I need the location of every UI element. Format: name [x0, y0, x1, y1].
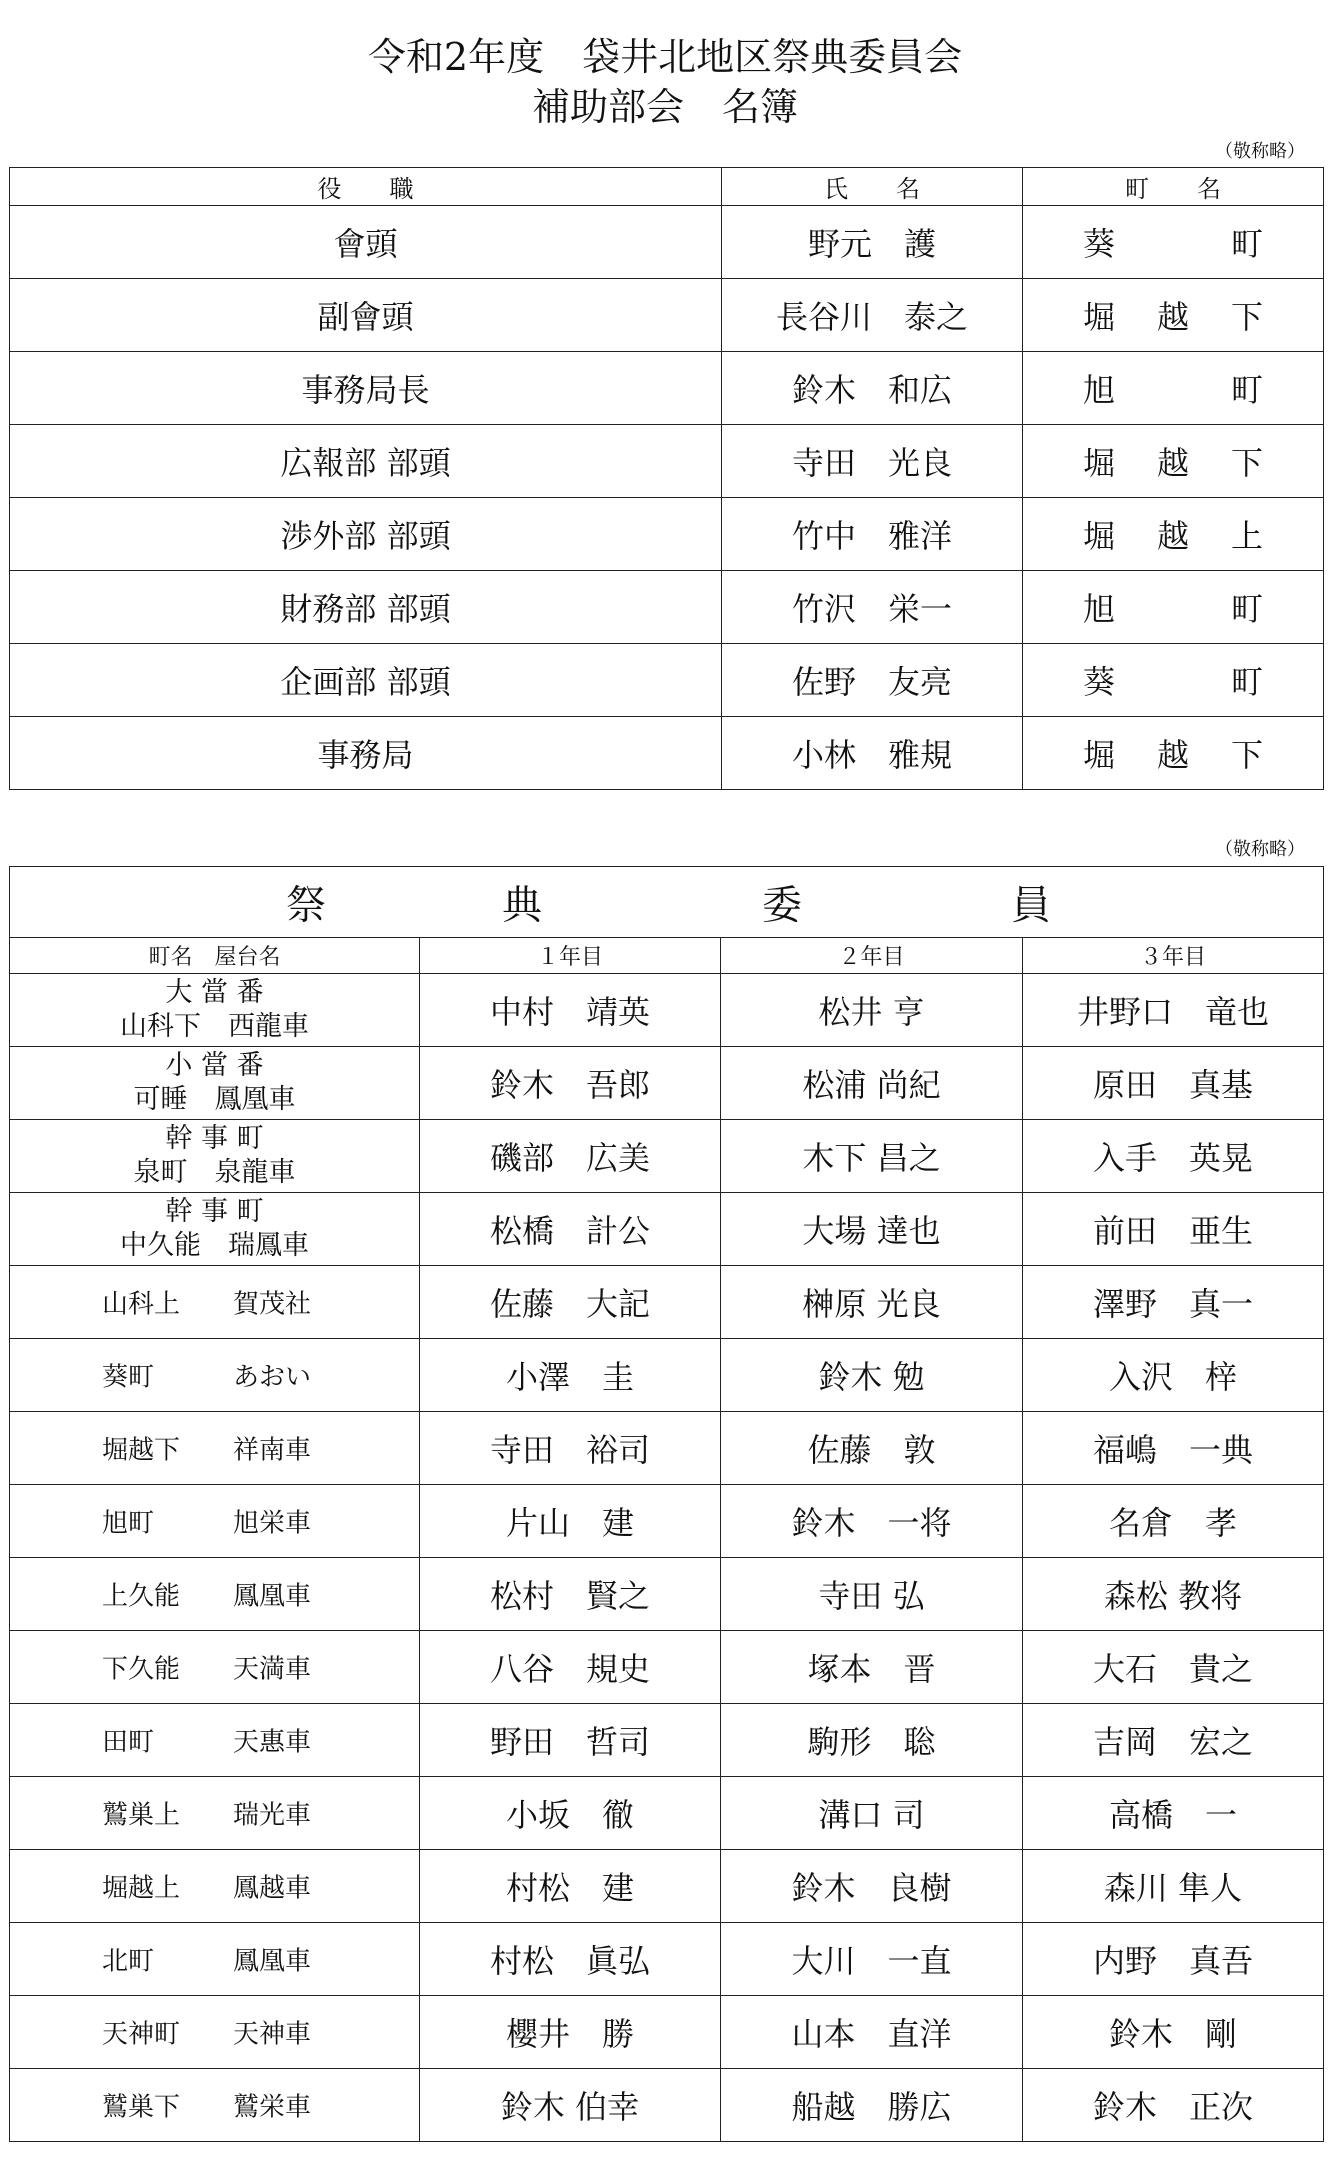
member-year3: 入手 英晃 — [1023, 1120, 1324, 1193]
officer-row — [10, 644, 1324, 717]
officer-town-part: 上 — [1230, 517, 1263, 555]
member-year2: 駒形 聡 — [721, 1704, 1023, 1777]
officer-row — [10, 498, 1324, 571]
member-year3: 井野口 竜也 — [1023, 974, 1324, 1047]
officer-town-part: 下 — [1230, 444, 1263, 482]
officer-role: 渉外部 部頭 — [10, 498, 722, 571]
officer-town — [1023, 571, 1324, 644]
member-year3: 鈴木 剛 — [1023, 1996, 1324, 2069]
officer-town-part: 越 — [1156, 736, 1189, 774]
committee-heading-char: 祭 — [286, 882, 326, 929]
member-year2: 大場 達也 — [721, 1193, 1023, 1266]
committee-location — [10, 1412, 420, 1485]
town-name: 田町 — [102, 1727, 155, 1758]
float-name: 瑞光車 — [233, 1800, 312, 1831]
officer-town-part: 下 — [1230, 298, 1263, 336]
member-year2: 松浦 尚紀 — [721, 1047, 1023, 1120]
member-year3: 鈴木 正次 — [1023, 2069, 1324, 2142]
member-year2: 木下 昌之 — [721, 1120, 1023, 1193]
member-year1: 磯部 広美 — [420, 1120, 721, 1193]
committee-location — [10, 1193, 420, 1266]
header-role: 役 職 — [10, 168, 722, 206]
officer-row — [10, 206, 1324, 279]
committee-row — [10, 1996, 1324, 2069]
officer-role: 広報部 部頭 — [10, 425, 722, 498]
officer-row — [10, 571, 1324, 644]
officer-name: 長谷川 泰之 — [722, 279, 1023, 352]
member-year2: 船越 勝広 — [721, 2069, 1023, 2142]
officer-town-part: 町 — [1230, 371, 1263, 409]
committee-row — [10, 1120, 1324, 1193]
town-name: 上久能 — [102, 1581, 181, 1612]
member-year3: 大石 貴之 — [1023, 1631, 1324, 1704]
member-year1: 寺田 裕司 — [420, 1412, 721, 1485]
member-year1: 櫻井 勝 — [420, 1996, 721, 2069]
duty-role: 小 當 番 — [165, 1050, 264, 1081]
officer-town-part: 町 — [1230, 225, 1263, 263]
officer-town-part: 越 — [1156, 517, 1189, 555]
officer-name: 小林 雅規 — [722, 717, 1023, 790]
committee-row — [10, 1339, 1324, 1412]
duty-role: 幹 事 町 — [165, 1196, 264, 1227]
member-year1: 村松 眞弘 — [420, 1923, 721, 1996]
float-name: 鳳凰車 — [233, 1946, 312, 1977]
duty-role: 大 當 番 — [165, 977, 264, 1008]
committee-row — [10, 1193, 1324, 1266]
member-year2: 山本 直洋 — [721, 1996, 1023, 2069]
member-year3: 吉岡 宏之 — [1023, 1704, 1324, 1777]
officer-town-part: 越 — [1156, 444, 1189, 482]
float-name: 天神車 — [233, 2019, 312, 2050]
member-year2: 溝口 司 — [721, 1777, 1023, 1850]
honorific-note: （敬称略） — [1215, 839, 1305, 860]
town-name: 旭町 — [102, 1508, 155, 1539]
officer-town — [1023, 425, 1324, 498]
committee-row — [10, 1558, 1324, 1631]
committee-table — [9, 866, 1324, 2142]
committee-location — [10, 1485, 420, 1558]
member-year1: 鈴木 吾郎 — [420, 1047, 721, 1120]
member-year2: 松井 亨 — [721, 974, 1023, 1047]
town-name: 堀越下 — [102, 1435, 181, 1466]
float-name: あおい — [233, 1362, 312, 1393]
member-year3: 前田 亜生 — [1023, 1193, 1324, 1266]
town-name: 北町 — [102, 1946, 155, 1977]
officer-town-part: 町 — [1230, 590, 1263, 628]
committee-row — [10, 2069, 1324, 2142]
member-year1: 松橋 計公 — [420, 1193, 721, 1266]
committee-location — [10, 974, 420, 1047]
officer-town-part: 旭 — [1083, 590, 1116, 628]
float-name: 旭栄車 — [233, 1508, 312, 1539]
committee-row — [10, 1047, 1324, 1120]
town-name: 鷲巣上 — [102, 1800, 181, 1831]
member-year1: 野田 哲司 — [420, 1704, 721, 1777]
officer-name: 佐野 友亮 — [722, 644, 1023, 717]
committee-location — [10, 1339, 420, 1412]
officer-role: 事務局 — [10, 717, 722, 790]
float-name: 賀茂社 — [233, 1289, 312, 1320]
subheader-year1: １年目 — [420, 938, 721, 974]
member-year3: 森松 教将 — [1023, 1558, 1324, 1631]
committee-row — [10, 974, 1324, 1047]
committee-location — [10, 1120, 420, 1193]
committee-location — [10, 1996, 420, 2069]
member-year1: 小坂 徹 — [420, 1777, 721, 1850]
committee-row — [10, 1704, 1324, 1777]
float-name: 鳳越車 — [233, 1873, 312, 1904]
officer-name: 寺田 光良 — [722, 425, 1023, 498]
committee-row — [10, 1850, 1324, 1923]
town-name: 葵町 — [102, 1362, 155, 1393]
officers-table — [9, 167, 1324, 790]
committee-row — [10, 1266, 1324, 1339]
member-year1: 鈴木 伯幸 — [420, 2069, 721, 2142]
document-title-line2: 補助部会 名簿 — [531, 85, 798, 129]
officer-town — [1023, 206, 1324, 279]
officer-town-part: 堀 — [1083, 736, 1116, 774]
committee-heading-char: 典 — [502, 882, 542, 929]
float-name: 祥南車 — [233, 1435, 312, 1466]
officer-name: 竹中 雅洋 — [722, 498, 1023, 571]
committee-location — [10, 1631, 420, 1704]
officer-town-part: 堀 — [1083, 298, 1116, 336]
member-year2: 鈴木 一将 — [721, 1485, 1023, 1558]
town-name: 山科上 — [102, 1289, 181, 1320]
committee-row — [10, 1777, 1324, 1850]
member-year3: 福嶋 一典 — [1023, 1412, 1324, 1485]
member-year3: 澤野 真一 — [1023, 1266, 1324, 1339]
member-year2: 塚本 晋 — [721, 1631, 1023, 1704]
officers-header-row — [10, 168, 1324, 206]
member-year3: 名倉 孝 — [1023, 1485, 1324, 1558]
float-name: 鷲栄車 — [233, 2092, 312, 2123]
committee-location — [10, 1266, 420, 1339]
town-float: 可睡 鳳凰車 — [133, 1084, 296, 1115]
committee-row — [10, 1923, 1324, 1996]
member-year1: 八谷 規史 — [420, 1631, 721, 1704]
member-year1: 佐藤 大記 — [420, 1266, 721, 1339]
duty-role: 幹 事 町 — [165, 1123, 264, 1154]
member-year1: 小澤 圭 — [420, 1339, 721, 1412]
member-year3: 原田 真基 — [1023, 1047, 1324, 1120]
town-name: 天神町 — [102, 2019, 181, 2050]
float-name: 天惠車 — [233, 1727, 312, 1758]
officer-town — [1023, 498, 1324, 571]
header-town: 町 名 — [1023, 168, 1324, 206]
officer-town-part: 下 — [1230, 736, 1263, 774]
committee-location — [10, 1923, 420, 1996]
officer-town — [1023, 717, 1324, 790]
officer-town-part: 越 — [1156, 298, 1189, 336]
officer-role: 副會頭 — [10, 279, 722, 352]
header-name: 氏 名 — [722, 168, 1023, 206]
member-year2: 鈴木 良樹 — [721, 1850, 1023, 1923]
member-year1: 村松 建 — [420, 1850, 721, 1923]
member-year2: 佐藤 敦 — [721, 1412, 1023, 1485]
float-name: 天満車 — [233, 1654, 312, 1685]
document-title-line1: 令和2年度 袋井北地区祭典委員会 — [367, 35, 963, 79]
member-year3: 内野 真吾 — [1023, 1923, 1324, 1996]
member-year3: 森川 隼人 — [1023, 1850, 1324, 1923]
officer-name: 野元 護 — [722, 206, 1023, 279]
member-year3: 入沢 梓 — [1023, 1339, 1324, 1412]
committee-location — [10, 1704, 420, 1777]
committee-location — [10, 2069, 420, 2142]
officer-name: 竹沢 栄一 — [722, 571, 1023, 644]
committee-location — [10, 1850, 420, 1923]
subheader-town-float: 町名 屋台名 — [10, 938, 420, 974]
officer-row — [10, 717, 1324, 790]
float-name: 鳳凰車 — [233, 1581, 312, 1612]
committee-row — [10, 1412, 1324, 1485]
officer-town-part: 葵 — [1083, 225, 1116, 263]
town-name: 堀越上 — [102, 1873, 181, 1904]
member-year2: 榊原 光良 — [721, 1266, 1023, 1339]
member-year1: 中村 靖英 — [420, 974, 721, 1047]
officer-role: 會頭 — [10, 206, 722, 279]
town-name: 下久能 — [102, 1654, 181, 1685]
officer-town-part: 葵 — [1083, 663, 1116, 701]
officer-town — [1023, 279, 1324, 352]
officer-name: 鈴木 和広 — [722, 352, 1023, 425]
committee-heading — [10, 867, 1324, 938]
committee-location — [10, 1777, 420, 1850]
town-name: 鷲巣下 — [102, 2092, 181, 2123]
officer-town — [1023, 352, 1324, 425]
committee-row — [10, 1631, 1324, 1704]
officer-row — [10, 425, 1324, 498]
officer-role: 企画部 部頭 — [10, 644, 722, 717]
committee-heading-char: 員 — [1011, 882, 1051, 929]
officer-town — [1023, 644, 1324, 717]
officer-row — [10, 352, 1324, 425]
town-float: 山科下 西龍車 — [120, 1011, 309, 1042]
town-float: 中久能 瑞鳳車 — [120, 1230, 309, 1261]
member-year3: 高橋 一 — [1023, 1777, 1324, 1850]
member-year1: 片山 建 — [420, 1485, 721, 1558]
committee-location — [10, 1558, 420, 1631]
committee-location — [10, 1047, 420, 1120]
officer-town-part: 旭 — [1083, 371, 1116, 409]
officer-town-part: 町 — [1230, 663, 1263, 701]
officer-town-part: 堀 — [1083, 444, 1116, 482]
honorific-note: （敬称略） — [1215, 141, 1305, 162]
committee-heading-char: 委 — [762, 882, 802, 929]
subheader-year3: ３年目 — [1023, 938, 1324, 974]
officer-town-part: 堀 — [1083, 517, 1116, 555]
officer-role: 財務部 部頭 — [10, 571, 722, 644]
subheader-year2: ２年目 — [721, 938, 1023, 974]
member-year2: 大川 一直 — [721, 1923, 1023, 1996]
member-year1: 松村 賢之 — [420, 1558, 721, 1631]
member-year2: 寺田 弘 — [721, 1558, 1023, 1631]
town-float: 泉町 泉龍車 — [133, 1157, 296, 1188]
member-year2: 鈴木 勉 — [721, 1339, 1023, 1412]
officer-role: 事務局長 — [10, 352, 722, 425]
committee-subheader-row — [10, 938, 1324, 974]
officer-row — [10, 279, 1324, 352]
committee-row — [10, 1485, 1324, 1558]
